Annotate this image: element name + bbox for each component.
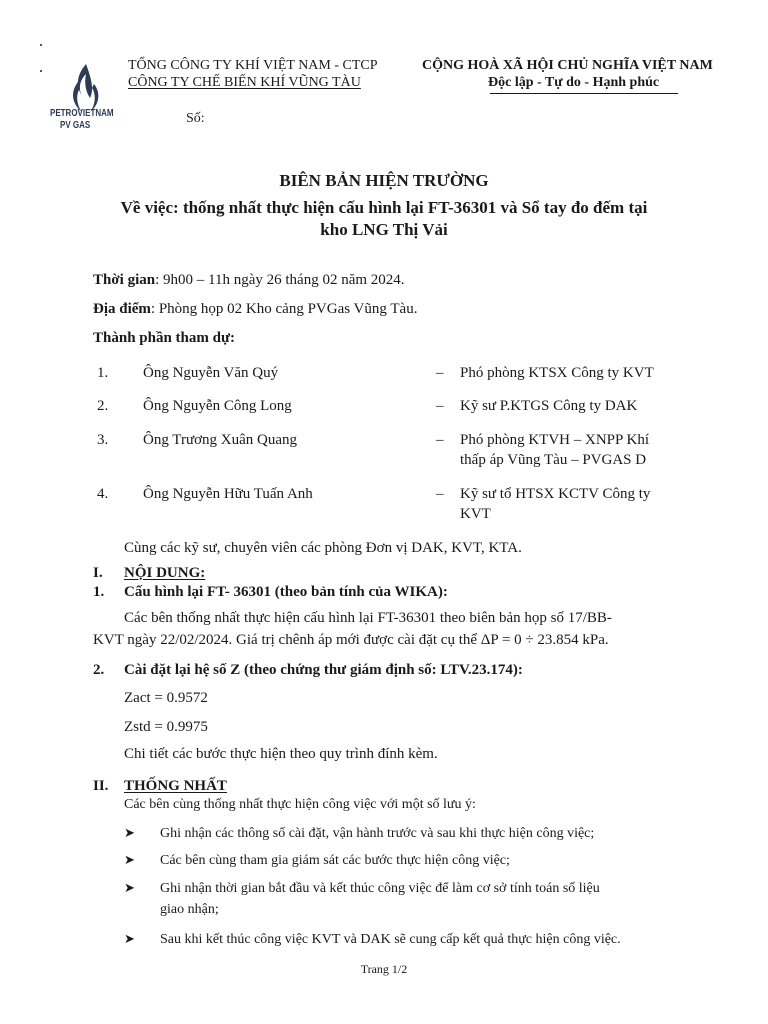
section-2-title: THỐNG NHẤT [124, 778, 227, 794]
attendee-dash: – [436, 398, 444, 414]
page-title: BIÊN BẢN HIỆN TRƯỜNG [279, 171, 489, 190]
attendee-role: Phó phòng KTVH – XNPP Khí [460, 432, 650, 448]
zact-value: Zact = 0.9572 [124, 690, 208, 706]
attendee-role: Phó phòng KTSX Công ty KVT [460, 365, 654, 381]
national-motto: Độc lập - Tự do - Hạnh phúc [488, 75, 660, 90]
item-1-number: 1. [93, 584, 105, 600]
attendee-number: 1. [97, 365, 109, 381]
attendee-dash: – [436, 432, 444, 448]
section-2-intro: Các bên cùng thống nhất thực hiện công việc với một số lưu ý: [124, 797, 476, 812]
attendee-number: 4. [97, 486, 109, 502]
attendee-name: Ông Nguyễn Công Long [143, 398, 292, 414]
place-value: : Phòng họp 02 Kho cảng PVGas Vũng Tàu. [150, 301, 418, 317]
section-1-number: I. [93, 565, 103, 581]
attendee-role-continued: thấp áp Vũng Tàu – PVGAS D [460, 452, 647, 468]
item-2-number: 2. [93, 662, 105, 678]
petrovietnam-logo [46, 62, 126, 142]
section-1-title: NỘI DUNG: [124, 565, 206, 581]
time-value: : 9h00 – 11h ngày 26 tháng 02 năm 2024. [155, 272, 405, 288]
arrow-bullet-icon: ➤ [124, 881, 135, 896]
attendee-number: 3. [97, 432, 109, 448]
attendee-name: Ông Nguyễn Hữu Tuấn Anh [143, 486, 313, 502]
arrow-bullet-icon: ➤ [124, 853, 135, 868]
agreement-item: Sau khi kết thúc công việc KVT và DAK sẽ cung cấp kết quả thực hiện công việc. [160, 932, 621, 947]
scan-speck [40, 44, 42, 46]
subject-line-1: Về việc: thống nhất thực hiện cấu hình lại FT-36301 và Sổ tay đo đếm tại [120, 198, 648, 217]
agreement-item: Ghi nhận thời gian bắt đầu và kết thúc công việc để làm cơ sở tính toán số liệu [160, 881, 600, 896]
agreement-item: Các bên cùng tham gia giám sát các bước thực hiện công việc; [160, 853, 510, 868]
attendees-heading: Thành phần tham dự: [93, 330, 235, 346]
attendee-number: 2. [97, 398, 109, 414]
place-row [93, 301, 417, 318]
arrow-bullet-icon: ➤ [124, 932, 135, 947]
attendee-dash: – [436, 365, 444, 381]
org-name-company: CÔNG TY CHẾ BIẾN KHÍ VŨNG TÀU [128, 75, 361, 90]
document-number-label: Số: [186, 111, 205, 126]
detail-note: Chi tiết các bước thực hiện theo quy trình đính kèm. [124, 746, 438, 762]
agreement-item-continued: giao nhận; [160, 902, 219, 917]
item-1-title: Cấu hình lại FT- 36301 (theo bản tính của WIKA): [124, 584, 448, 600]
attendee-role-continued: KVT [460, 506, 491, 522]
logo-text-line1: PETROVIETNAM [50, 108, 114, 119]
item-1-text-line2: KVT ngày 22/02/2024. Giá trị chênh áp mới được cài đặt cụ thể ΔP = 0 ÷ 23.854 kPa. [93, 632, 609, 648]
item-2-title: Cài đặt lại hệ số Z (theo chứng thư giám định số: LTV.23.174): [124, 662, 523, 678]
item-1-text-line1: Các bên thống nhất thực hiện cấu hình lại FT-36301 theo biên bản họp số 17/BB- [124, 610, 612, 626]
scan-speck [40, 70, 42, 72]
time-row [93, 272, 405, 289]
national-title: CỘNG HOÀ XÃ HỘI CHỦ NGHĨA VIỆT NAM [422, 58, 713, 73]
arrow-bullet-icon: ➤ [124, 826, 135, 841]
page-number: Trang 1/2 [360, 962, 408, 976]
time-label: Thời gian [93, 272, 156, 288]
attendee-name: Ông Trương Xuân Quang [143, 432, 297, 448]
attendee-role: Kỹ sư P.KTGS Công ty DAK [460, 398, 638, 414]
org-name-parent: TỔNG CÔNG TY KHÍ VIỆT NAM - CTCP [128, 58, 378, 73]
place-label: Địa điểm [93, 301, 151, 317]
agreement-item: Ghi nhận các thông số cài đặt, vận hành trước và sau khi thực hiện công việc; [160, 826, 595, 841]
attendee-dash: – [436, 486, 444, 502]
attendee-role: Kỹ sư tổ HTSX KCTV Công ty [460, 486, 651, 502]
subject-line-2: kho LNG Thị Vải [320, 220, 448, 239]
attendee-name: Ông Nguyễn Văn Quý [143, 365, 279, 381]
logo-text-line2: PV GAS [60, 120, 91, 131]
section-2-number: II. [93, 778, 109, 794]
also-present-note: Cùng các kỹ sư, chuyên viên các phòng Đơn vị DAK, KVT, KTA. [124, 540, 522, 556]
zstd-value: Zstd = 0.9975 [124, 719, 208, 735]
motto-underline [490, 93, 678, 94]
